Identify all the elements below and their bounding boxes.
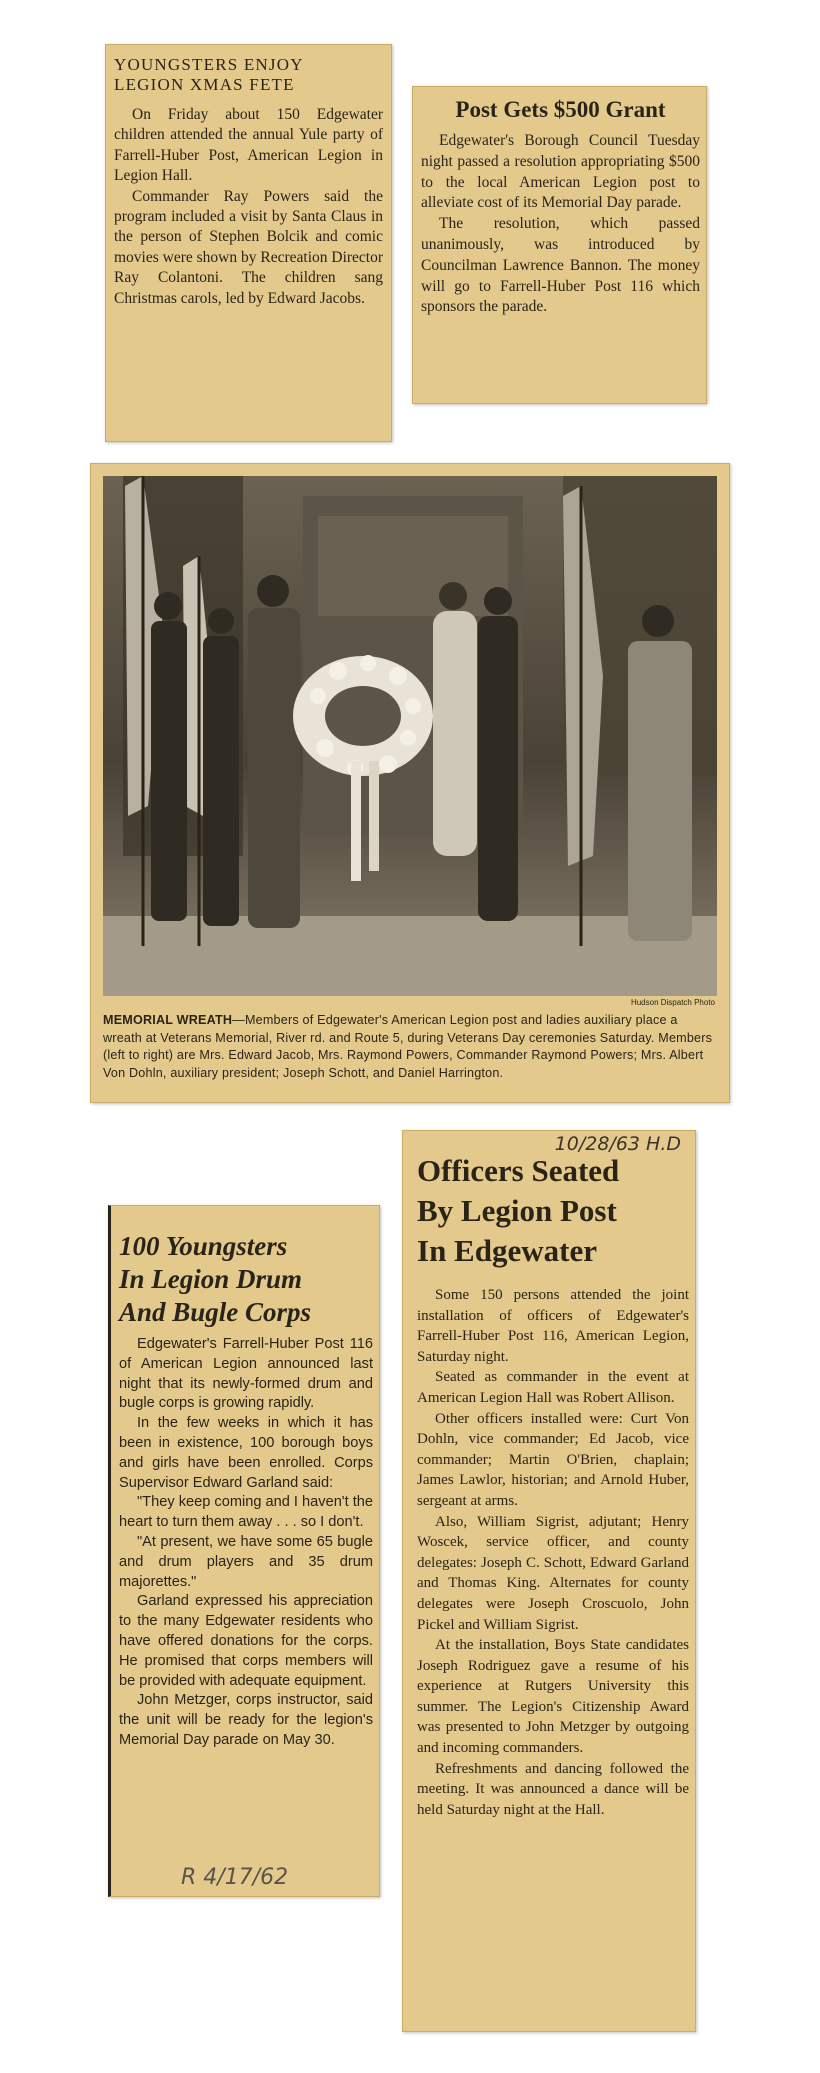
paragraph: Some 150 persons attended the joint installation of officers of Edgewater's Farrell-Huber Post 116, American Legion, Saturday night. (417, 1287, 689, 1365)
clipping-post-gets-grant (412, 86, 707, 404)
memorial-wreath-photo (103, 476, 717, 996)
headline-line: In Edgewater (417, 1233, 597, 1268)
paragraph: Refreshments and dancing followed the meeting. It was announced a dance will be held Saturday night at the Hall. (417, 1760, 689, 1818)
paragraph: Other officers installed were: Curt Von Dohln, vice commander; Ed Jacob, vice commander; Martin O'Brien, chaplain; James Lawlor, historian; and Arnold Huber, sergeant at arms. (417, 1410, 689, 1509)
headline (119, 1230, 373, 1329)
headline-line: In Legion Drum (119, 1264, 303, 1294)
paragraph: The resolution, which passed unanimously, was introduced by Councilman Lawrence Bannon. The money will go to Farrell-Huber Post 116 which sponsors the parade. (421, 215, 700, 316)
photo-credit: Hudson Dispatch Photo (630, 998, 715, 1007)
headline-line: Officers Seated (417, 1153, 620, 1188)
handwritten-note: R 4/17/62 (181, 1865, 289, 1890)
paragraph: In the few weeks in which it has been in existence, 100 borough boys and girls have been enrolled. Corps Supervisor Edward Garland said: (119, 1415, 373, 1491)
headline-line: YOUNGSTERS ENJOY (114, 55, 304, 74)
paragraph: "At present, we have some 65 bugle and drum players and 35 drum majorettes." (119, 1533, 373, 1590)
caption-text: —Members of Edgewater's American Legion post and ladies auxiliary place a wreath at Veterans Memorial, River rd. and Route 5, during Veterans Day ceremonies Saturday. Members (left to right) are Mrs. Edward Jacob, Mrs. Raymond Powers, Commander Raymond Powers; Mrs. Albert Von Dohln, auxiliary president; Joseph Schott, and Daniel Harrington. (103, 1013, 713, 1080)
clipping-officers-seated (402, 1130, 696, 2032)
paragraph: John Metzger, corps instructor, said the unit will be ready for the legion's Memorial Day parade on May 30. (119, 1692, 373, 1748)
headline: Post Gets $500 Grant (455, 97, 666, 122)
clipping-memorial-wreath-photo (90, 463, 730, 1103)
paragraph: On Friday about 150 Edgewater children attended the annual Yule party of Farrell-Huber Post, American Legion in Legion Hall. (114, 106, 383, 185)
paragraph: Seated as commander in the event at American Legion Hall was Robert Allison. (417, 1369, 689, 1406)
headline-line: By Legion Post (417, 1193, 617, 1228)
paragraph: Also, William Sigrist, adjutant; Henry Woscek, service officer, and county delegates: Joseph C. Schott, Edward Garland and Thomas King. Alternates for county delegates were Joseph Croscuolo, John Pickel and William Sigrist. (417, 1513, 689, 1633)
paragraph: "They keep coming and I haven't the heart to turn them away . . . so I don't. (119, 1494, 373, 1531)
handwritten-date: 10/28/63 H.D (554, 1133, 681, 1155)
headline-line: And Bugle Corps (119, 1297, 312, 1327)
headline (417, 1151, 689, 1271)
headline-line: LEGION XMAS FETE (114, 75, 295, 94)
headline-line: 100 Youngsters (119, 1231, 288, 1261)
caption-lead: MEMORIAL WREATH (103, 1013, 233, 1027)
headline (114, 55, 383, 95)
clipping-drum-and-bugle-corps (108, 1205, 380, 1897)
paragraph: Commander Ray Powers said the program included a visit by Santa Claus in the person of Stephen Bolcik and comic movies were shown by Recreation Director Ray Colantoni. The children sang Christmas carols, led by Edward Jacobs. (114, 187, 384, 307)
clipping-youngsters-xmas-fete (105, 44, 392, 442)
paragraph: Edgewater's Farrell-Huber Post 116 of American Legion announced last night that its newly-formed drum and bugle corps is growing rapidly. (119, 1336, 373, 1412)
paragraph: Garland expressed his appreciation to the many Edgewater residents who have offered donations for the corps. He promised that corps members will be provided with adequate equipment. (119, 1593, 373, 1689)
photo-caption (103, 1012, 715, 1082)
paragraph: At the installation, Boys State candidates Joseph Rodriguez gave a resume of his experience at Rutgers University this summer. The Legion's Citizenship Award was presented to John Metzger by outgoing and incoming commanders. (417, 1637, 689, 1757)
paragraph: Edgewater's Borough Council Tuesday night passed a resolution appropriating $500 to the local American Legion post to alleviate cost of its Memorial Day parade. (421, 132, 700, 212)
